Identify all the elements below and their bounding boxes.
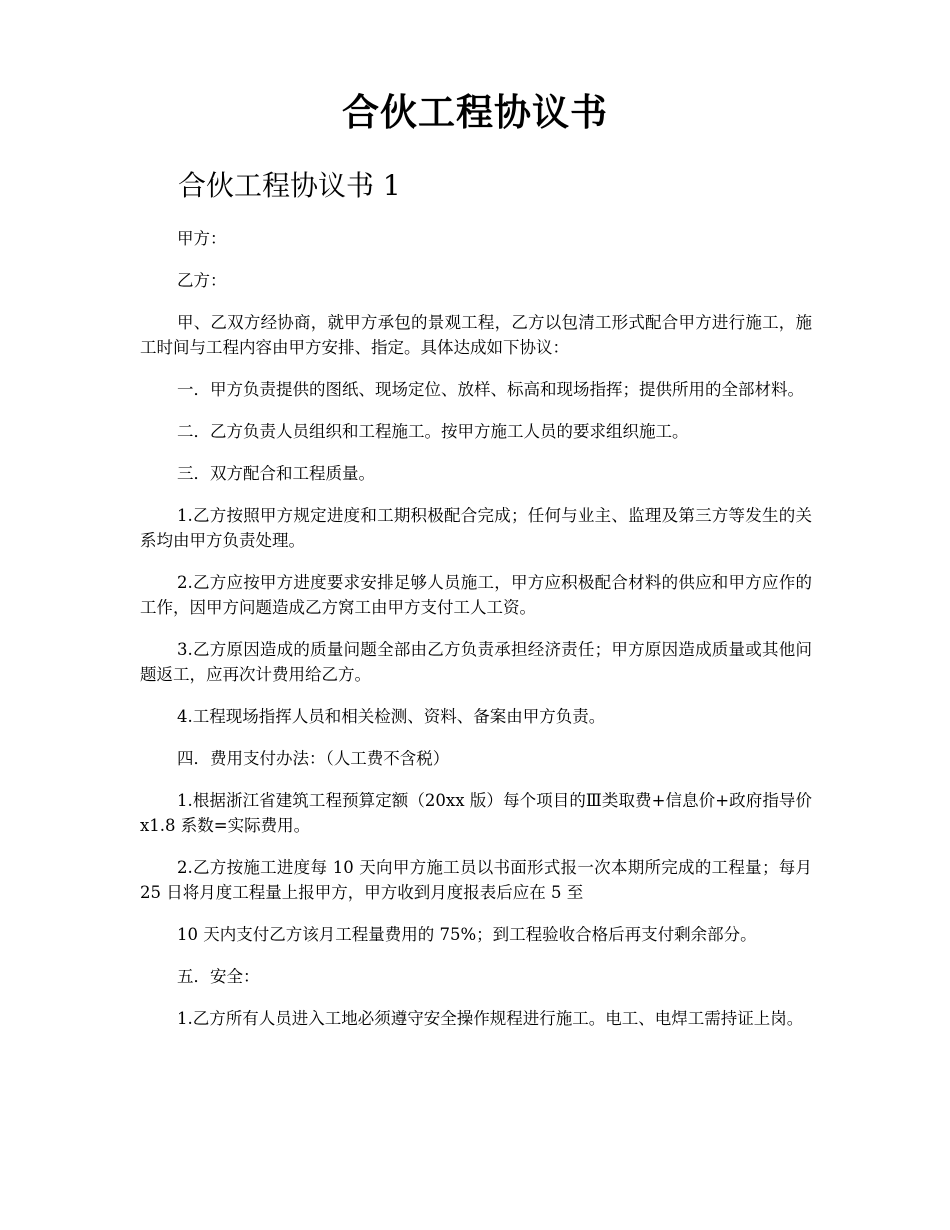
clause-4-item-2-continued: 10 天内支付乙方该月工程量费用的 75%；到工程验收合格后再支付剩余部分。 xyxy=(177,925,757,944)
clause-4-heading: 四．费用支付办法：（人工费不含税） xyxy=(177,749,450,768)
clause-3-item-2: 2.乙方应按甲方进度要求安排足够人员施工，甲方应积极配合材料的供应和甲方应作的工作，因甲方问题造成乙方窝工由甲方支付工人工资。 xyxy=(140,573,812,617)
document-body xyxy=(140,226,812,1048)
party-b-line: 乙方： xyxy=(177,271,227,290)
clause-5-item-1: 1.乙方所有人员进入工地必须遵守安全操作规程进行施工。电工、电焊工需持证上岗。 xyxy=(177,1009,804,1028)
intro-paragraph: 甲、乙双方经协商，就甲方承包的景观工程，乙方以包清工形式配合甲方进行施工，施工时间与工程内容由甲方安排、指定。具体达成如下协议： xyxy=(140,313,812,357)
clause-3-item-3: 3.乙方原因造成的质量问题全部由乙方负责承担经济责任；甲方原因造成质量或其他问题返工，应再次计费用给乙方。 xyxy=(140,640,812,684)
clause-5-heading: 五．安全： xyxy=(177,967,260,986)
clause-3-item-1: 1.乙方按照甲方规定进度和工期积极配合完成；任何与业主、监理及第三方等发生的关系均由甲方负责处理。 xyxy=(140,506,812,550)
clause-3-item-4: 4.工程现场指挥人员和相关检测、资料、备案由甲方负责。 xyxy=(177,707,606,726)
party-a-line: 甲方： xyxy=(177,229,227,248)
clause-1: 一．甲方负责提供的图纸、现场定位、放样、标高和现场指挥；提供所用的全部材料。 xyxy=(177,380,804,399)
clause-2: 二．乙方负责人员组织和工程施工。按甲方施工人员的要求组织施工。 xyxy=(177,422,689,441)
document-title: 合伙工程协议书 xyxy=(342,90,608,134)
clause-3-heading: 三．双方配合和工程质量。 xyxy=(177,464,375,483)
clause-4-item-2: 2.乙方按施工进度每 10 天向甲方施工员以书面形式报一次本期所完成的工程量；每月 25 日将月度工程量上报甲方，甲方收到月度报表后应在 5 至 xyxy=(140,858,812,902)
clause-4-item-1: 1.根据浙江省建筑工程预算定额（20xx 版）每个项目的Ⅲ类取费+信息价+政府指导价 x1.8 系数=实际费用。 xyxy=(140,791,812,835)
section-heading: 合伙工程协议书 1 xyxy=(178,169,401,202)
